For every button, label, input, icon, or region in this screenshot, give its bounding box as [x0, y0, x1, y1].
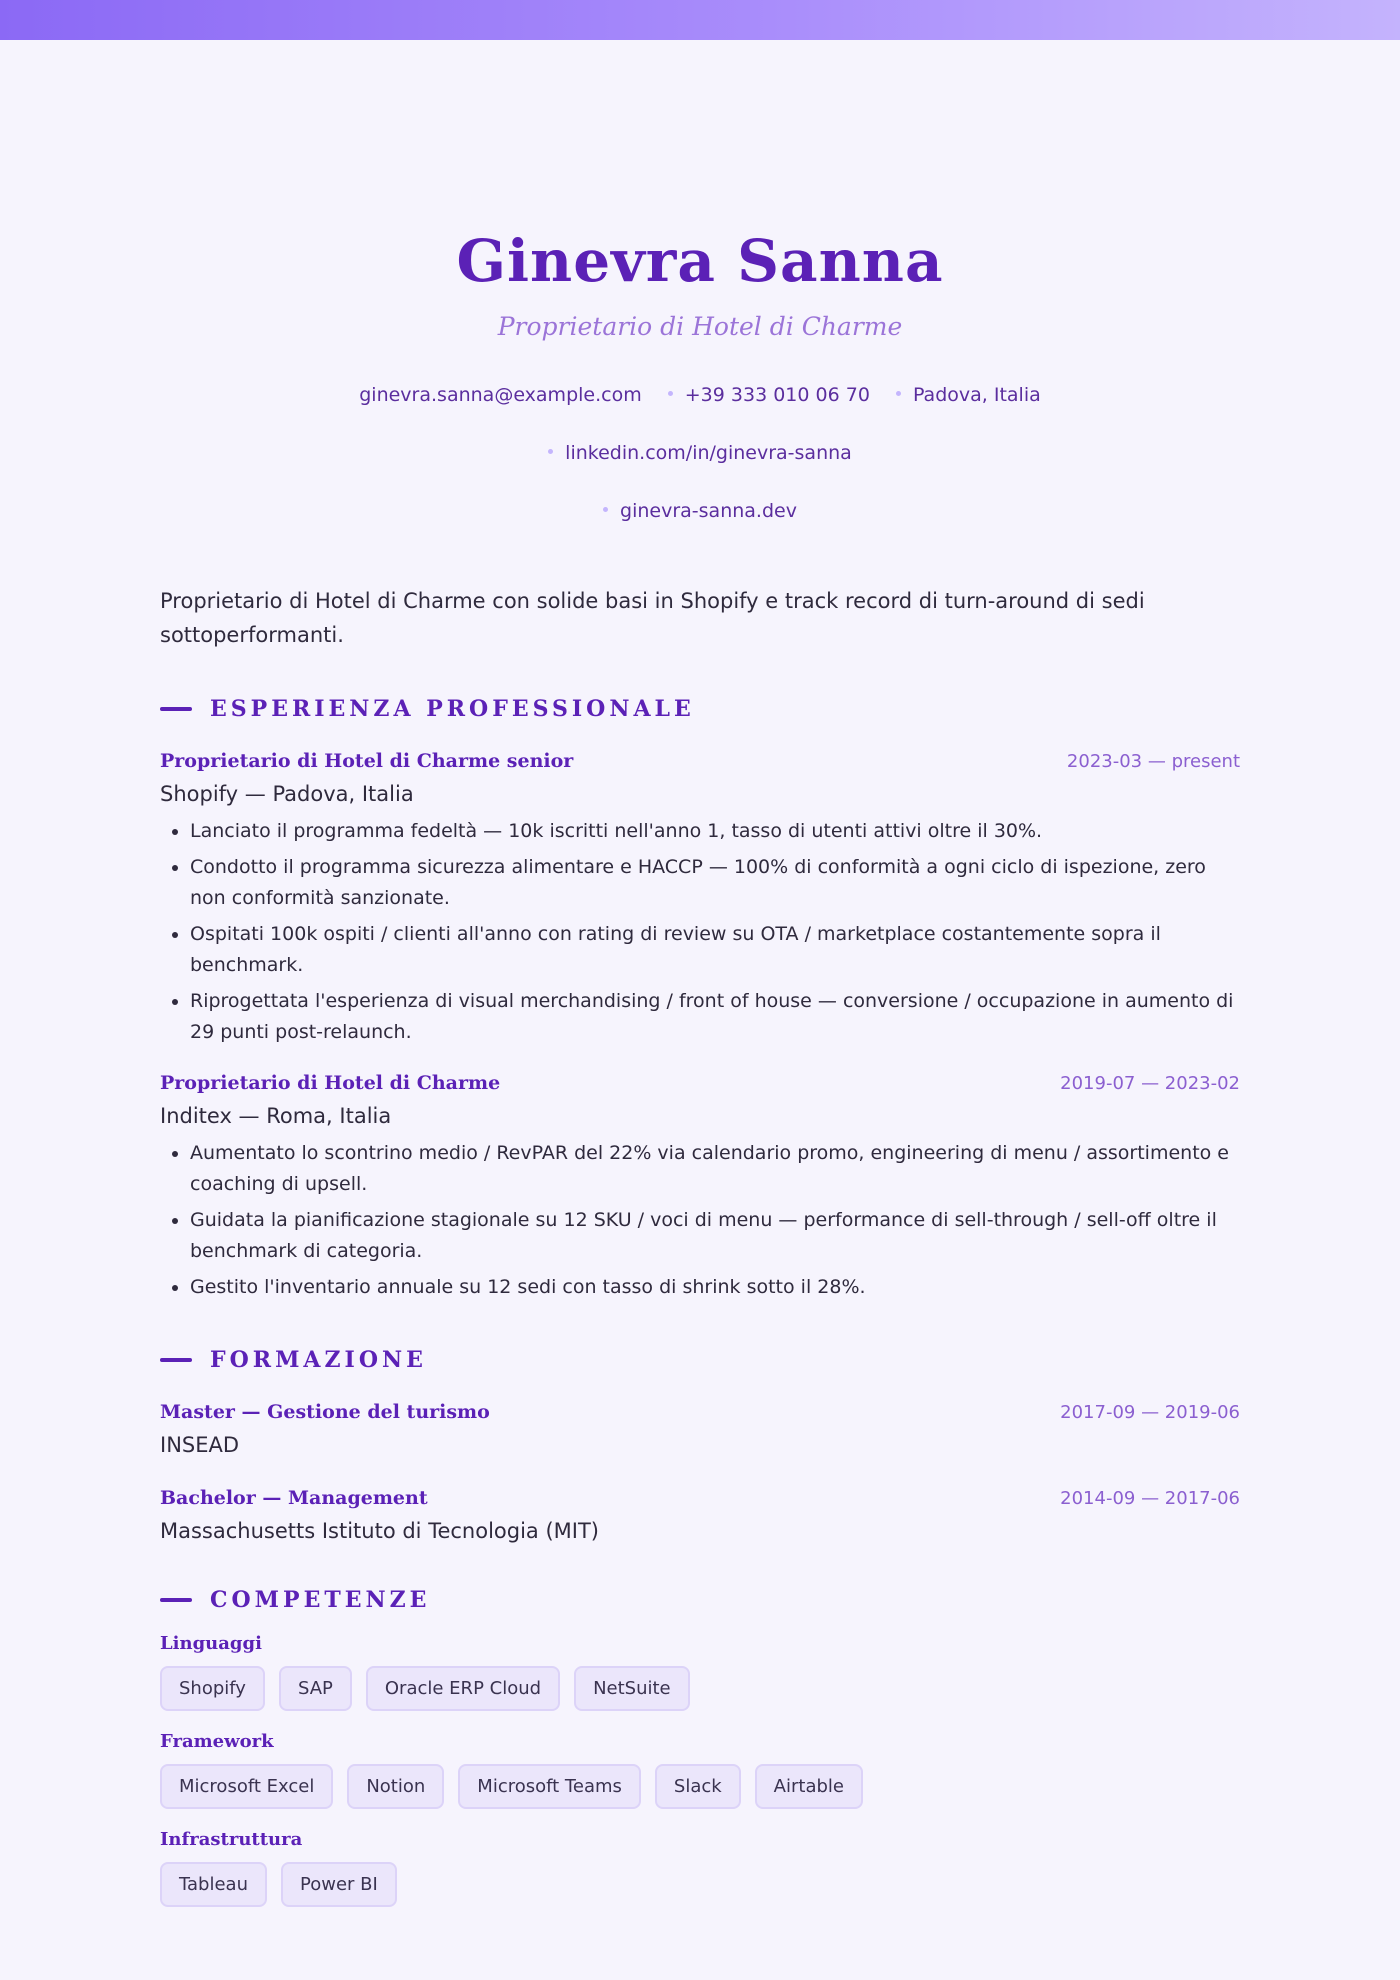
section-rule	[160, 707, 192, 711]
contact-email[interactable]: ginevra.sanna@example.com	[359, 384, 642, 406]
job-bullets	[160, 816, 1240, 1048]
contact-list	[160, 366, 1240, 540]
section-skills-title: COMPETENZE	[160, 1587, 1240, 1613]
job-bullets	[160, 1138, 1240, 1303]
skill-chip: Tableau	[160, 1862, 267, 1907]
job-dates: 2023-03 — present	[1066, 751, 1240, 772]
education-entry	[160, 1487, 1240, 1543]
skill-chip: Oracle ERP Cloud	[366, 1666, 560, 1711]
skill-chip: SAP	[279, 1666, 352, 1711]
experience-entry	[160, 1072, 1240, 1303]
candidate-name: Ginevra Sanna	[456, 227, 944, 295]
skill-chip: Power BI	[281, 1862, 397, 1907]
separator-dot-icon	[668, 391, 673, 396]
contact-phone[interactable]: +39 333 010 06 70	[668, 366, 870, 424]
bullet-item: • Condotto il programma sicurezza alimentare e HACCP — 100% di conformità a ogni ciclo di ispezione, zero non conformità sanzionate.	[190, 852, 1240, 914]
skill-chip: Shopify	[160, 1666, 265, 1711]
skill-chips	[160, 1862, 1240, 1907]
degree-dates: 2014-09 — 2017-06	[1060, 1488, 1240, 1509]
contact-location: Padova, Italia	[896, 366, 1041, 424]
bullet-item: • Aumentato lo scontrino medio / RevPAR del 22% via calendario promo, engineering di menu / assortimento e coaching di upsell.	[190, 1138, 1240, 1200]
skill-chip: Airtable	[755, 1764, 863, 1809]
degree-school: Massachusetts Istituto di Tecnologia (MIT)	[160, 1519, 599, 1543]
section-rule	[160, 1598, 192, 1602]
job-title: Proprietario di Hotel di Charme	[160, 1072, 501, 1094]
degree-title: Master — Gestione del turismo	[160, 1401, 490, 1423]
bullet-item: • Gestito l'inventario annuale su 12 sedi con tasso di shrink sotto il 28%.	[190, 1272, 1240, 1303]
job-dates: 2019-07 — 2023-02	[1060, 1073, 1240, 1094]
separator-dot-icon	[896, 391, 901, 396]
education-entry	[160, 1401, 1240, 1457]
top-accent-bar	[0, 0, 1400, 40]
skill-group-label: Infrastruttura	[160, 1829, 303, 1850]
bullet-item: • Lanciato il programma fedeltà — 10k iscritti nell'anno 1, tasso di utenti attivi oltre il 30%.	[190, 816, 1240, 847]
skill-group-label: Linguaggi	[160, 1633, 262, 1654]
bullet-item: • Ospitati 100k ospiti / clienti all'anno con rating di review su OTA / marketplace costantemente sopra il benchmark.	[190, 919, 1240, 981]
contact-website[interactable]: ginevra-sanna.dev	[603, 482, 797, 540]
skill-group-label: Framework	[160, 1731, 274, 1752]
degree-dates: 2017-09 — 2019-06	[1060, 1402, 1240, 1423]
job-company: Shopify — Padova, Italia	[160, 782, 414, 806]
job-title: Proprietario di Hotel di Charme senior	[160, 750, 574, 772]
section-experience-title: ESPERIENZA PROFESSIONALE	[160, 696, 1240, 722]
experience-entry	[160, 750, 1240, 1048]
degree-school: INSEAD	[160, 1433, 240, 1457]
skill-chip: Slack	[655, 1764, 741, 1809]
skill-chip: Notion	[347, 1764, 444, 1809]
skill-chips	[160, 1764, 1240, 1809]
separator-dot-icon	[548, 449, 553, 454]
profile-summary: Proprietario di Hotel di Charme con solide basi in Shopify e track record di turn-around di sedi sottoperformanti.	[160, 589, 1145, 647]
section-rule	[160, 1358, 192, 1362]
job-company: Inditex — Roma, Italia	[160, 1104, 392, 1128]
skill-chip: Microsoft Excel	[160, 1764, 333, 1809]
bullet-item: • Guidata la pianificazione stagionale su 12 SKU / voci di menu — performance di sell-through / sell-off oltre il benchmark di categoria.	[190, 1205, 1240, 1267]
degree-title: Bachelor — Management	[160, 1487, 428, 1509]
skill-chips	[160, 1666, 1240, 1711]
skill-chip: Microsoft Teams	[458, 1764, 641, 1809]
bullet-item: • Riprogettata l'esperienza di visual merchandising / front of house — conversione / occupazione in aumento di 29 punti post-relaunch.	[190, 986, 1240, 1048]
candidate-role: Proprietario di Hotel di Charme	[497, 312, 903, 341]
skill-chip: NetSuite	[574, 1666, 690, 1711]
separator-dot-icon	[603, 507, 608, 512]
section-education-title: FORMAZIONE	[160, 1347, 1240, 1373]
resume-page	[160, 40, 1240, 1907]
contact-linkedin[interactable]: linkedin.com/in/ginevra-sanna	[548, 424, 852, 482]
